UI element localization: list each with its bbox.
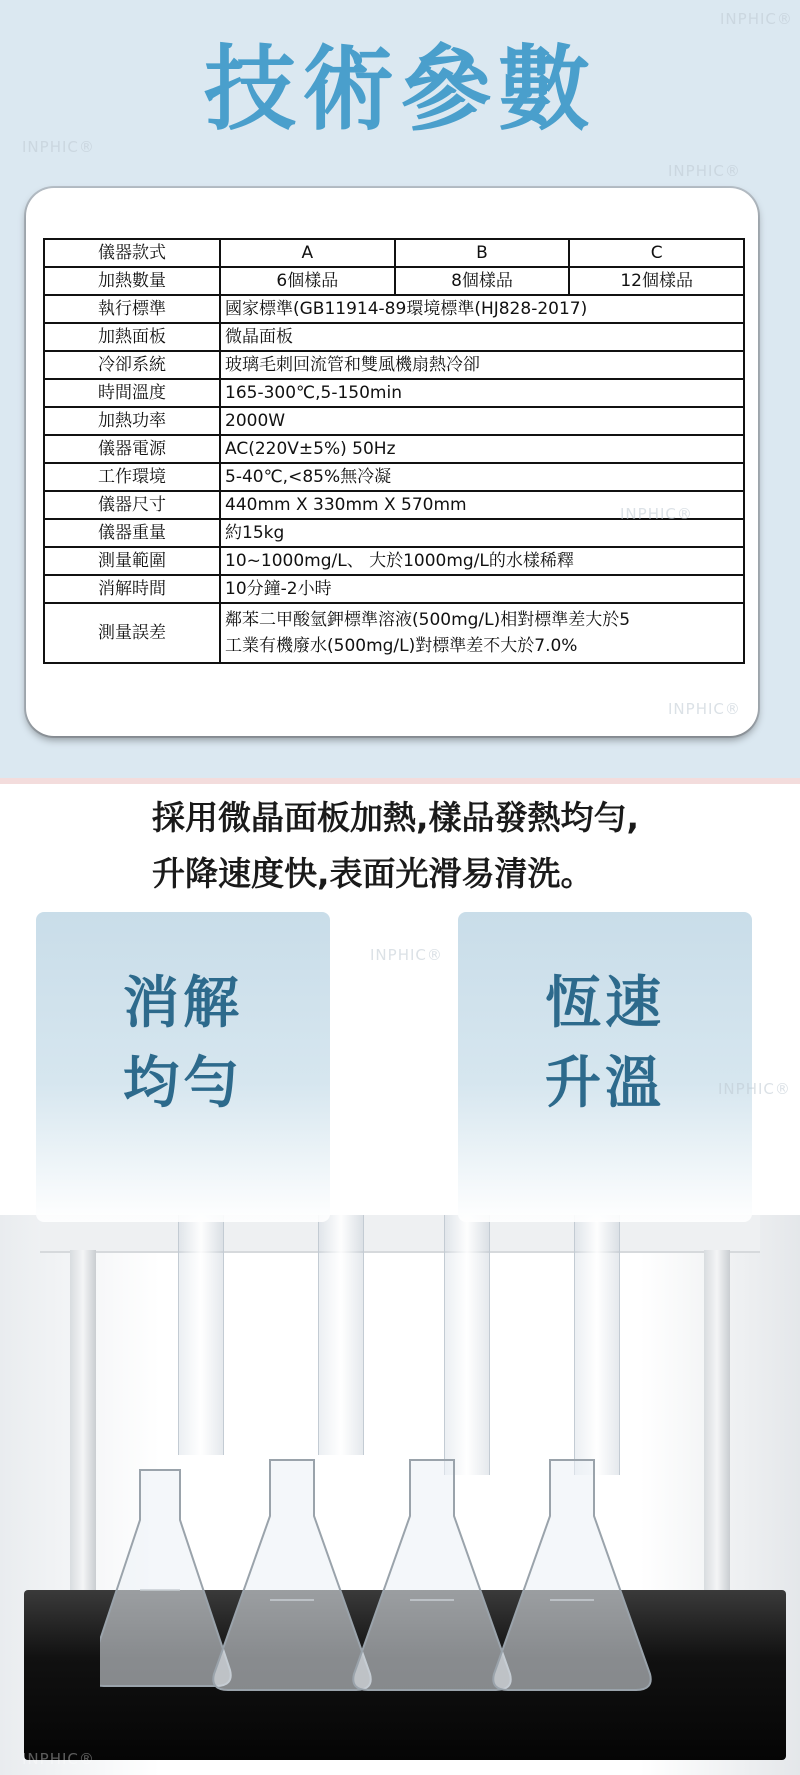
table-row	[44, 603, 744, 663]
table-cell: 國家標準(GB11914-89環境標準(HJ828-2017)	[220, 295, 744, 323]
feature-card-digestion	[36, 912, 330, 1222]
table-label: 消解時間	[44, 575, 220, 603]
table-cell: 玻璃毛刺回流管和雙風機扇熱冷卻	[220, 351, 744, 379]
table-row	[44, 547, 744, 575]
table-row	[44, 379, 744, 407]
table-cell: AC(220V±5%) 50Hz	[220, 435, 744, 463]
table-label: 測量範圍	[44, 547, 220, 575]
table-cell: 2000W	[220, 407, 744, 435]
spec-table	[43, 238, 745, 664]
page-title: 技術參數	[203, 36, 596, 143]
table-cell: 8個樣品	[395, 267, 570, 295]
table-row	[44, 575, 744, 603]
table-header-col-b: B	[395, 239, 570, 267]
intro-line-2: 升降速度快,表面光滑易清洗。	[152, 854, 594, 893]
watermark: INPHIC®	[22, 1750, 95, 1768]
table-label: 加熱數量	[44, 267, 220, 295]
error-line-1: 鄰苯二甲酸氫鉀標準溶液(500mg/L)相對標準差大於5	[225, 610, 631, 630]
table-label: 時間溫度	[44, 379, 220, 407]
table-row	[44, 463, 744, 491]
watermark: INPHIC®	[620, 505, 693, 523]
feature-line: 恆速	[545, 971, 665, 1036]
table-row	[44, 435, 744, 463]
table-label: 加熱面板	[44, 323, 220, 351]
table-header-col-a: A	[220, 239, 395, 267]
table-cell: 440mm X 330mm X 570mm	[220, 491, 744, 519]
rack-post-left	[70, 1250, 96, 1610]
watermark: INPHIC®	[718, 1080, 791, 1098]
feature-line: 消解	[123, 971, 243, 1036]
table-row	[44, 267, 744, 295]
table-label: 加熱功率	[44, 407, 220, 435]
error-line-2: 工業有機廢水(500mg/L)對標準差不大於7.0%	[225, 636, 578, 656]
intro-line-1: 採用微晶面板加熱,樣品發熱均勻,	[152, 798, 640, 837]
table-cell: 12個樣品	[569, 267, 744, 295]
table-cell: 10~1000mg/L、 大於1000mg/L的水樣稀釋	[220, 547, 744, 575]
table-row	[44, 295, 744, 323]
table-cell: 6個樣品	[220, 267, 395, 295]
intro-text	[152, 790, 772, 902]
table-label: 測量誤差	[44, 603, 220, 663]
watermark: INPHIC®	[22, 138, 95, 156]
feature-line: 升溫	[545, 1051, 665, 1116]
watermark: INPHIC®	[720, 10, 793, 28]
table-label: 工作環境	[44, 463, 220, 491]
table-row	[44, 351, 744, 379]
table-cell: 10分鐘-2小時	[220, 575, 744, 603]
section-divider	[0, 778, 800, 784]
table-cell: 165-300℃,5-150min	[220, 379, 744, 407]
table-cell: 微晶面板	[220, 323, 744, 351]
table-label: 儀器款式	[44, 239, 220, 267]
watermark: INPHIC®	[668, 162, 741, 180]
condenser-tube	[318, 1215, 364, 1455]
table-label: 儀器尺寸	[44, 491, 220, 519]
table-header-col-c: C	[569, 239, 744, 267]
condenser-tube	[178, 1215, 224, 1455]
condenser-tube	[444, 1215, 490, 1475]
table-row	[44, 323, 744, 351]
feature-line: 均勻	[123, 1051, 243, 1116]
table-row	[44, 519, 744, 547]
table-cell: 約15kg	[220, 519, 744, 547]
watermark: INPHIC®	[370, 946, 443, 964]
table-label: 儀器重量	[44, 519, 220, 547]
table-cell: 5-40℃,<85%無冷凝	[220, 463, 744, 491]
table-row	[44, 239, 744, 267]
feature-card-heating	[458, 912, 752, 1222]
condenser-tube	[574, 1215, 620, 1475]
watermark: INPHIC®	[668, 700, 741, 718]
table-cell	[220, 603, 744, 663]
flask-group-icon	[100, 1440, 720, 1700]
table-label: 冷卻系統	[44, 351, 220, 379]
table-row	[44, 407, 744, 435]
table-label: 執行標準	[44, 295, 220, 323]
table-label: 儀器電源	[44, 435, 220, 463]
